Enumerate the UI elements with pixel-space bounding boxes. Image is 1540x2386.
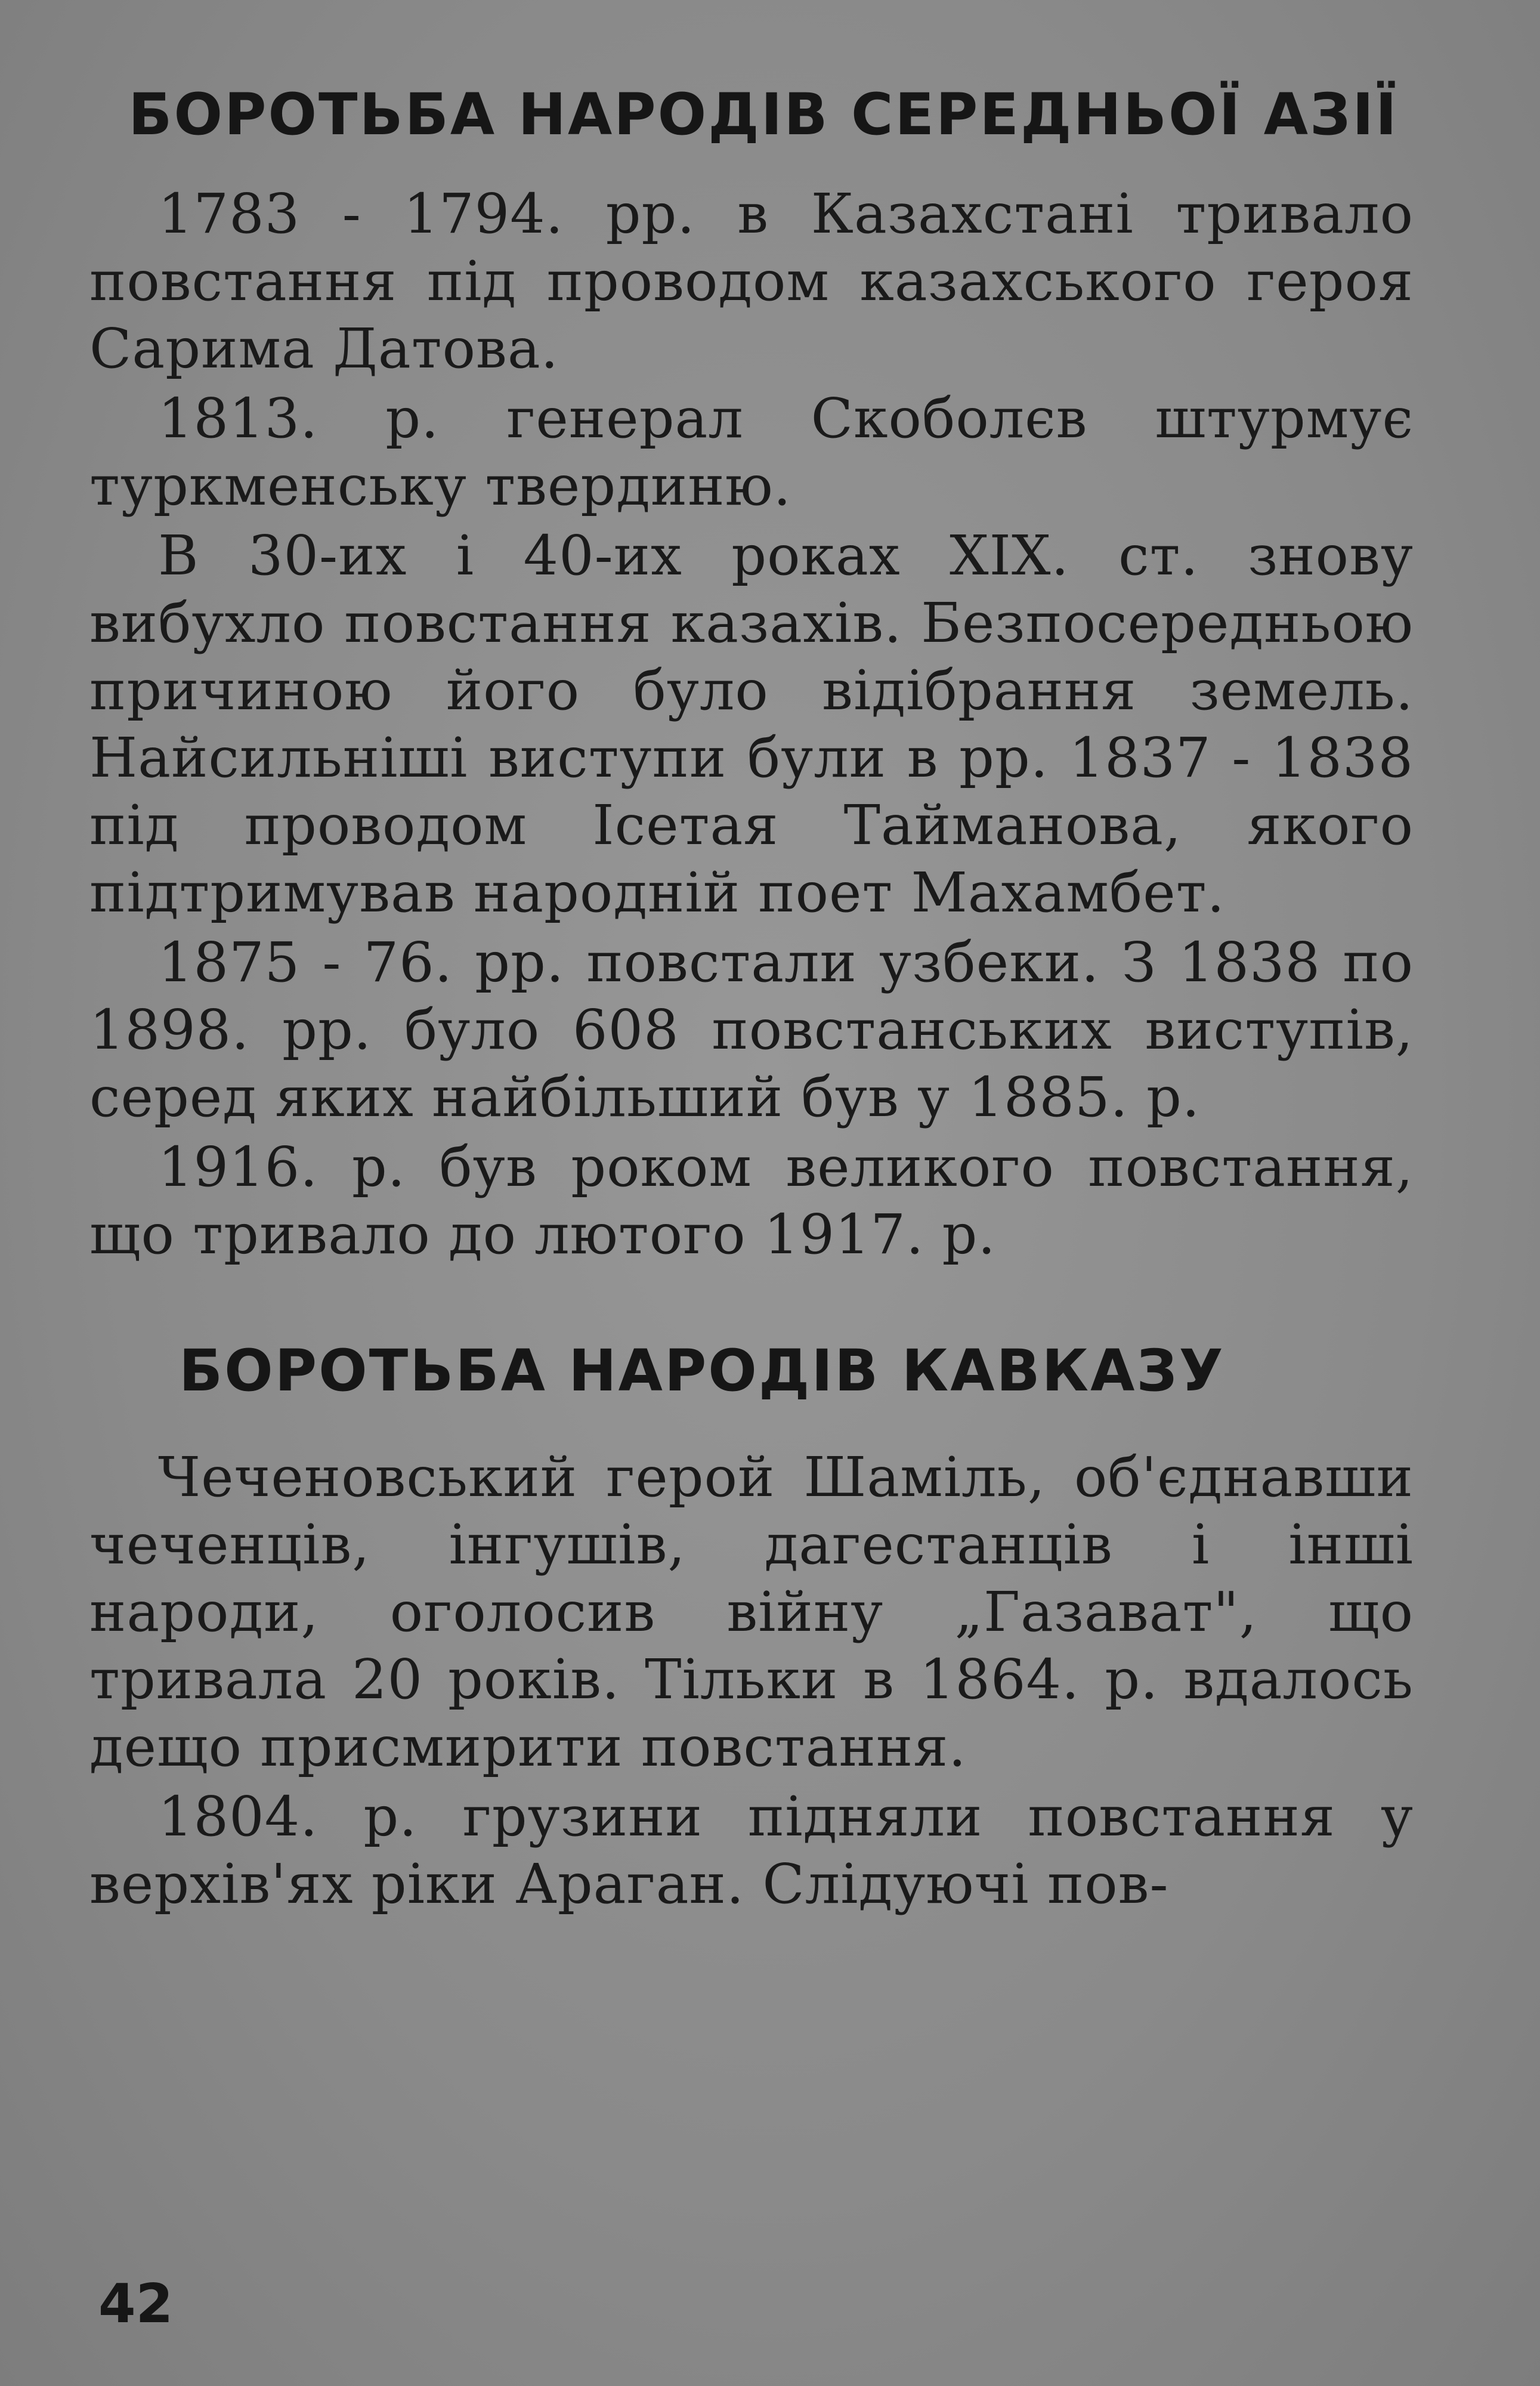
page-number: 42	[98, 2273, 174, 2335]
paragraph: 1783 - 1794. рр. в Казахстані тривало повстання під проводом казахського героя Сарима Датова.	[89, 182, 1414, 381]
paragraph: В 30-их і 40-их роках XIX. ст. знову вибухло повстання казахів. Безпосередньою причиною його було відібрання земель. Найсильніші виступи були в рр. 1837 - 1838 під проводом Ісетая Тайманова, якого підтримував народній поет Махамбет.	[89, 524, 1414, 925]
paragraph: 1875 - 76. рр. повстали узбеки. З 1838 по 1898. рр. було 608 повстанських виступів, серед яких найбільший був у 1885. р.	[89, 931, 1414, 1129]
paragraph: 1804. р. грузини підняли повстання у верхів'ях ріки Араган. Слідуючі пов-	[89, 1785, 1414, 1916]
paragraph: 1916. р. був роком великого повстання, що тривало до лютого 1917. р.	[89, 1135, 1414, 1266]
paragraph: Чеченовський герой Шаміль, об'єднавши чеченців, інгушів, дагестанців і інші народи, оголосив війну „Газават", що тривала 20 років. Тільки в 1864. р. вдалось дещо присмирити повстання.	[89, 1445, 1414, 1779]
section-title-central-asia: БОРОТЬБА НАРОДІВ СЕРЕДНЬОЇ АЗІЇ	[128, 81, 1399, 148]
section-title-caucasus: БОРОТЬБА НАРОДІВ КАВКАЗУ	[179, 1337, 1225, 1404]
paragraph: 1813. р. генерал Скоболєв штурмує туркменську твердиню.	[89, 387, 1414, 518]
book-page	[89, 81, 1414, 2338]
section-body-central-asia	[89, 180, 1414, 1268]
section-body-caucasus	[89, 1444, 1414, 1918]
